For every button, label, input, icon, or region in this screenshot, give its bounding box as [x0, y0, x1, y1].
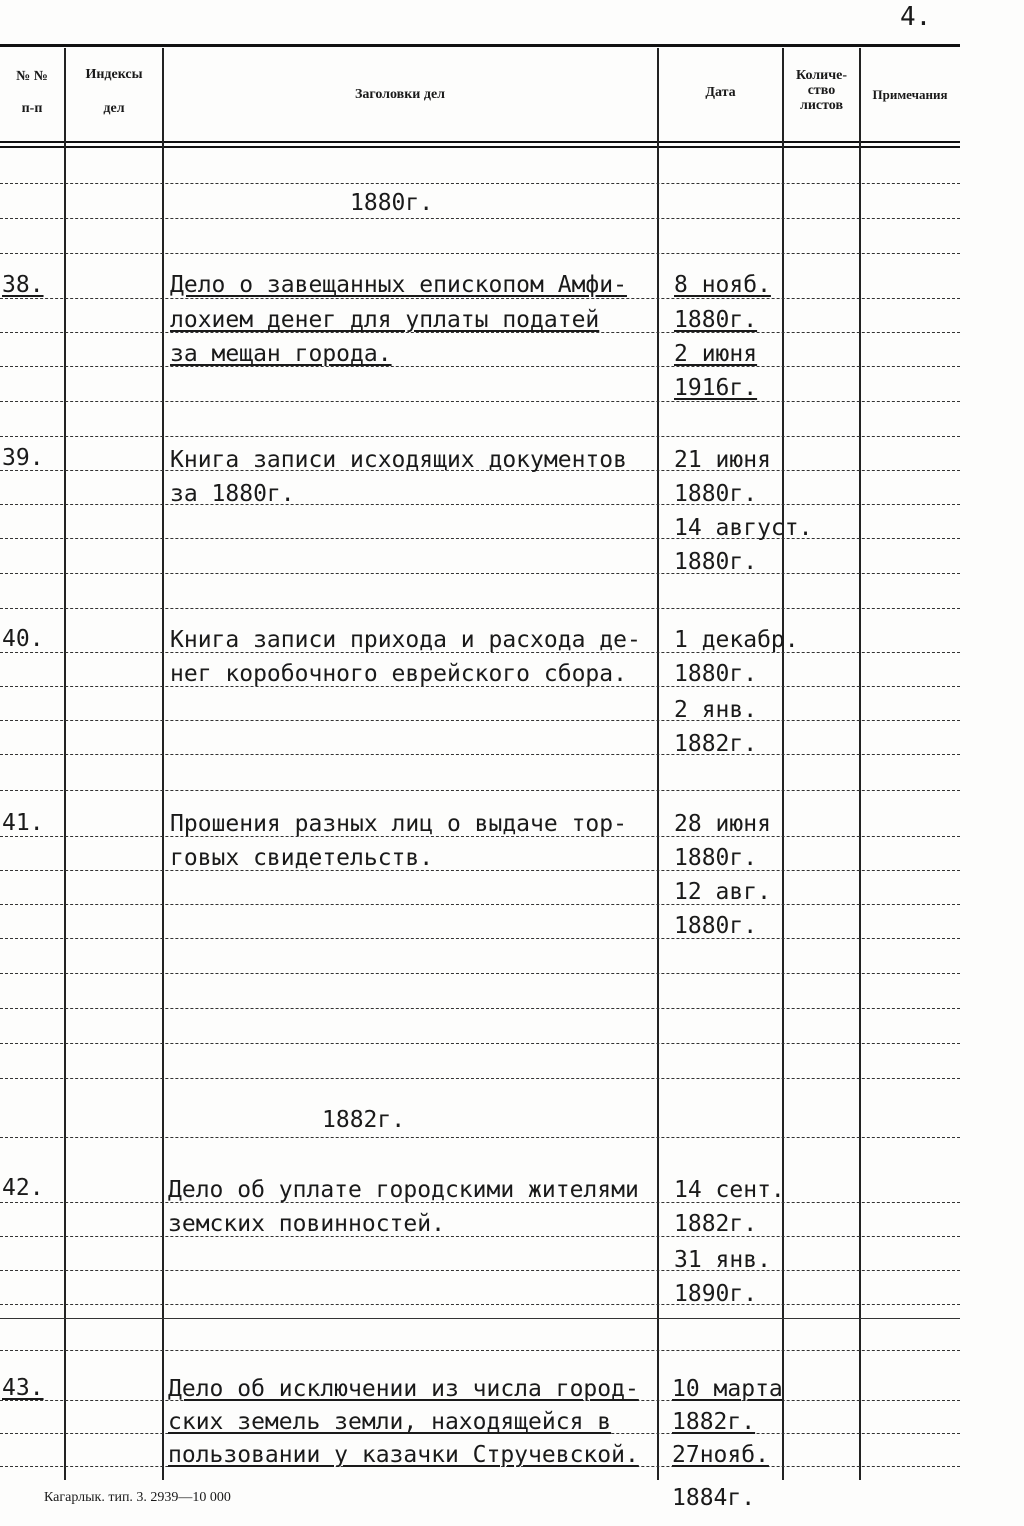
- record-title-line: нег коробочного еврейского сбора.: [170, 661, 627, 687]
- ruled-line: [0, 298, 960, 299]
- record-date-line: 1880г.: [674, 661, 758, 687]
- record-date-line: 1880г.: [674, 549, 758, 575]
- record-date-line: 1882г.: [674, 731, 758, 757]
- record-number: 43.: [2, 1375, 44, 1401]
- ruled-line: [0, 790, 960, 791]
- record-title-line: Дело об уплате городскими жителями: [168, 1177, 639, 1203]
- ruled-line: [0, 218, 960, 219]
- year-heading-1882: 1882г.: [322, 1107, 406, 1133]
- ruled-line: [0, 720, 960, 721]
- record-date-line: 14 сент.: [674, 1177, 785, 1203]
- ruled-line: [0, 1137, 960, 1138]
- printer-imprint: Кагарлык. тип. 3. 2939—10 000: [44, 1490, 231, 1505]
- ruled-line: [0, 401, 960, 402]
- record-title-line: ских земель земли, находящейся в: [168, 1409, 612, 1435]
- record-number: 40.: [2, 626, 44, 652]
- record-date-line: 12 авг.: [674, 879, 771, 905]
- record-title-line: лохием денег для уплаты податей: [170, 307, 600, 333]
- record-title-line: Прошения разных лиц о выдаче тор-: [170, 811, 627, 837]
- ruled-line: [0, 573, 960, 574]
- ruled-line: [0, 973, 960, 974]
- record-date-line: 14 август.: [674, 515, 813, 541]
- record-date-line: 8 нояб.: [674, 272, 771, 298]
- record-title-line: за 1880г.: [170, 481, 295, 507]
- record-number: 39.: [2, 445, 44, 471]
- header-bottom-rule-2: [0, 146, 960, 148]
- ruled-line: [0, 538, 960, 539]
- record-title-line: Книга записи исходящих документов: [170, 447, 627, 473]
- record-date-line: 21 июня: [674, 447, 771, 473]
- record-date-line: 1916г.: [674, 375, 758, 401]
- header-col-number: № № п-п: [16, 69, 48, 116]
- record-number: 38.: [2, 272, 44, 298]
- record-date-line: 1890г.: [674, 1281, 758, 1307]
- record-title-line: Дело об исключении из числа город-: [168, 1376, 639, 1402]
- record-date-line: 1 декабр.: [674, 627, 799, 653]
- header-bottom-rule: [0, 141, 960, 143]
- ruled-line: [0, 366, 960, 367]
- ruled-line: [0, 870, 960, 871]
- ruled-line: [0, 1270, 960, 1271]
- ruled-line: [0, 608, 960, 609]
- ruled-line: [0, 1008, 960, 1009]
- record-date-line: 1882г.: [674, 1211, 758, 1237]
- header-col-sheets: Количе- ство листов: [796, 68, 847, 113]
- year-heading-1880: 1880г.: [350, 190, 434, 216]
- header-col-date: Дата: [705, 85, 736, 100]
- ruled-line: [0, 1350, 960, 1351]
- column-divider-2: [162, 48, 164, 1480]
- record-date-line: 27нояб.: [672, 1442, 769, 1468]
- ruled-line: [0, 904, 960, 905]
- record-number: 41.: [2, 810, 44, 836]
- record-title-line: земских повинностей.: [168, 1211, 445, 1237]
- record-title-line: Книга записи прихода и расхода де-: [170, 627, 641, 653]
- ruled-line: [0, 1043, 960, 1044]
- ruled-line: [0, 436, 960, 437]
- ruled-line: [0, 183, 960, 184]
- record-title-line: пользовании у казачки Стручевской.: [168, 1442, 639, 1468]
- record-date-line: 1884г.: [672, 1485, 756, 1511]
- ruled-line: [0, 1318, 960, 1319]
- ruled-line: [0, 754, 960, 755]
- column-divider-4: [782, 48, 784, 1480]
- header-col-notes: Примечания: [872, 87, 948, 102]
- ruled-line: [0, 1236, 960, 1237]
- record-date-line: 1880г.: [674, 913, 758, 939]
- ruled-line: [0, 1078, 960, 1079]
- record-title-line: говых свидетельств.: [170, 845, 434, 871]
- record-date-line: 1880г.: [674, 481, 758, 507]
- header-col-index: Индексы дел: [85, 67, 143, 116]
- ruled-line: [0, 1304, 960, 1305]
- column-divider-3: [657, 48, 659, 1480]
- record-title-line: за мещан города.: [170, 341, 392, 367]
- record-date-line: 28 июня: [674, 811, 771, 837]
- column-divider-1: [64, 48, 66, 1480]
- ruled-line: [0, 938, 960, 939]
- page-number: 4.: [900, 2, 932, 32]
- header-col-title: Заголовки дел: [354, 87, 446, 102]
- ruled-line: [0, 253, 960, 254]
- record-date-line: 1880г.: [674, 307, 758, 333]
- record-date-line: 2 янв.: [674, 697, 758, 723]
- record-number: 42.: [2, 1175, 44, 1201]
- header-top-rule: [0, 44, 960, 47]
- column-divider-5: [859, 48, 861, 1480]
- record-date-line: 1882г.: [672, 1409, 756, 1435]
- record-date-line: 2 июня: [674, 341, 758, 367]
- record-date-line: 1880г.: [674, 845, 758, 871]
- record-date-line: 10 марта: [672, 1376, 783, 1402]
- ruled-line: [0, 504, 960, 505]
- record-title-line: Дело о завещанных епископом Амфи-: [170, 272, 627, 298]
- record-date-line: 31 янв.: [674, 1247, 771, 1273]
